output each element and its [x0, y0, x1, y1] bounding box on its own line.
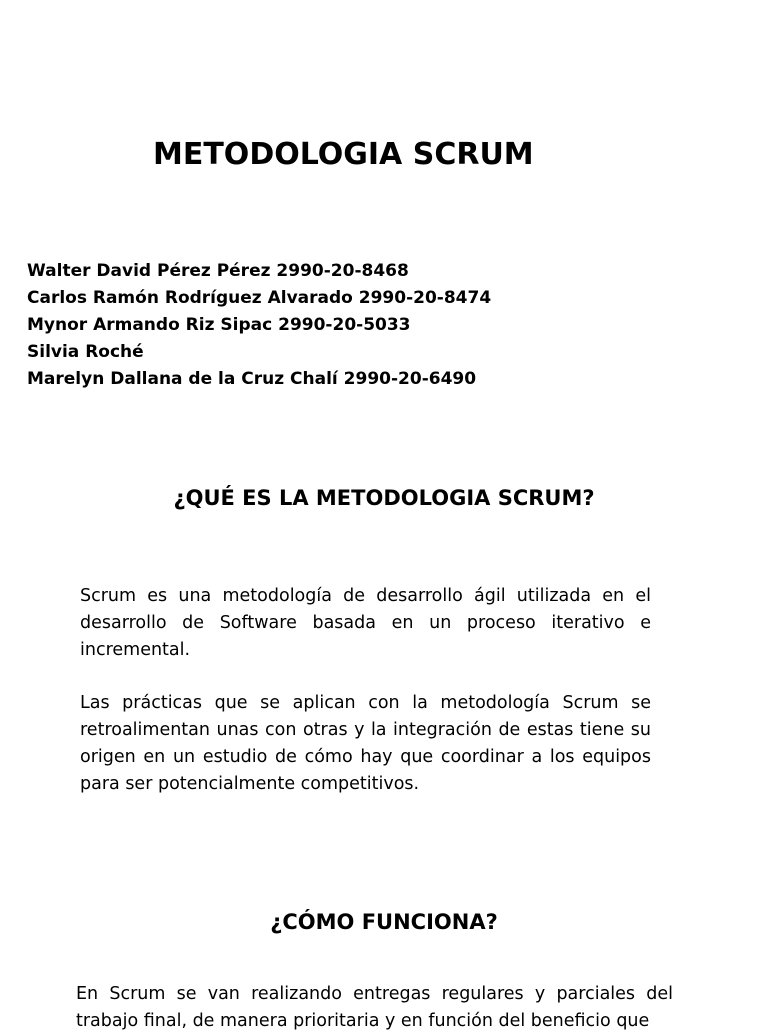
author-line: Mynor Armando Riz Sipac 2990-20-5033 — [27, 315, 411, 335]
section-paragraph: En Scrum se van realizando entregas regulares y parciales del trabajo final, de manera prioritaria y en función del beneficio que — [76, 984, 673, 1031]
document-title: METODOLOGIA SCRUM — [153, 137, 534, 172]
section-heading-how-it-works: ¿CÓMO FUNCIONA? — [270, 910, 498, 934]
section-heading-what-is-scrum: ¿QUÉ ES LA METODOLOGIA SCRUM? — [173, 486, 595, 510]
author-line: Walter David Pérez Pérez 2990-20-8468 — [27, 261, 409, 281]
author-line: Carlos Ramón Rodríguez Alvarado 2990-20-8474 — [27, 288, 492, 308]
author-line: Marelyn Dallana de la Cruz Chalí 2990-20-6490 — [27, 369, 477, 389]
author-list — [27, 258, 491, 393]
section-paragraph: Scrum es una metodología de desarrollo ágil utilizada en el desarrollo de Software basada en un proceso iterativo e incremental. — [80, 586, 651, 660]
author-line: Silvia Roché — [27, 342, 144, 362]
section-paragraph: Las prácticas que se aplican con la metodología Scrum se retroalimentan unas con otras y la integración de estas tiene su origen en un estudio de cómo hay que coordinar a los equipos para ser potencialmente competitivos. — [80, 693, 651, 794]
